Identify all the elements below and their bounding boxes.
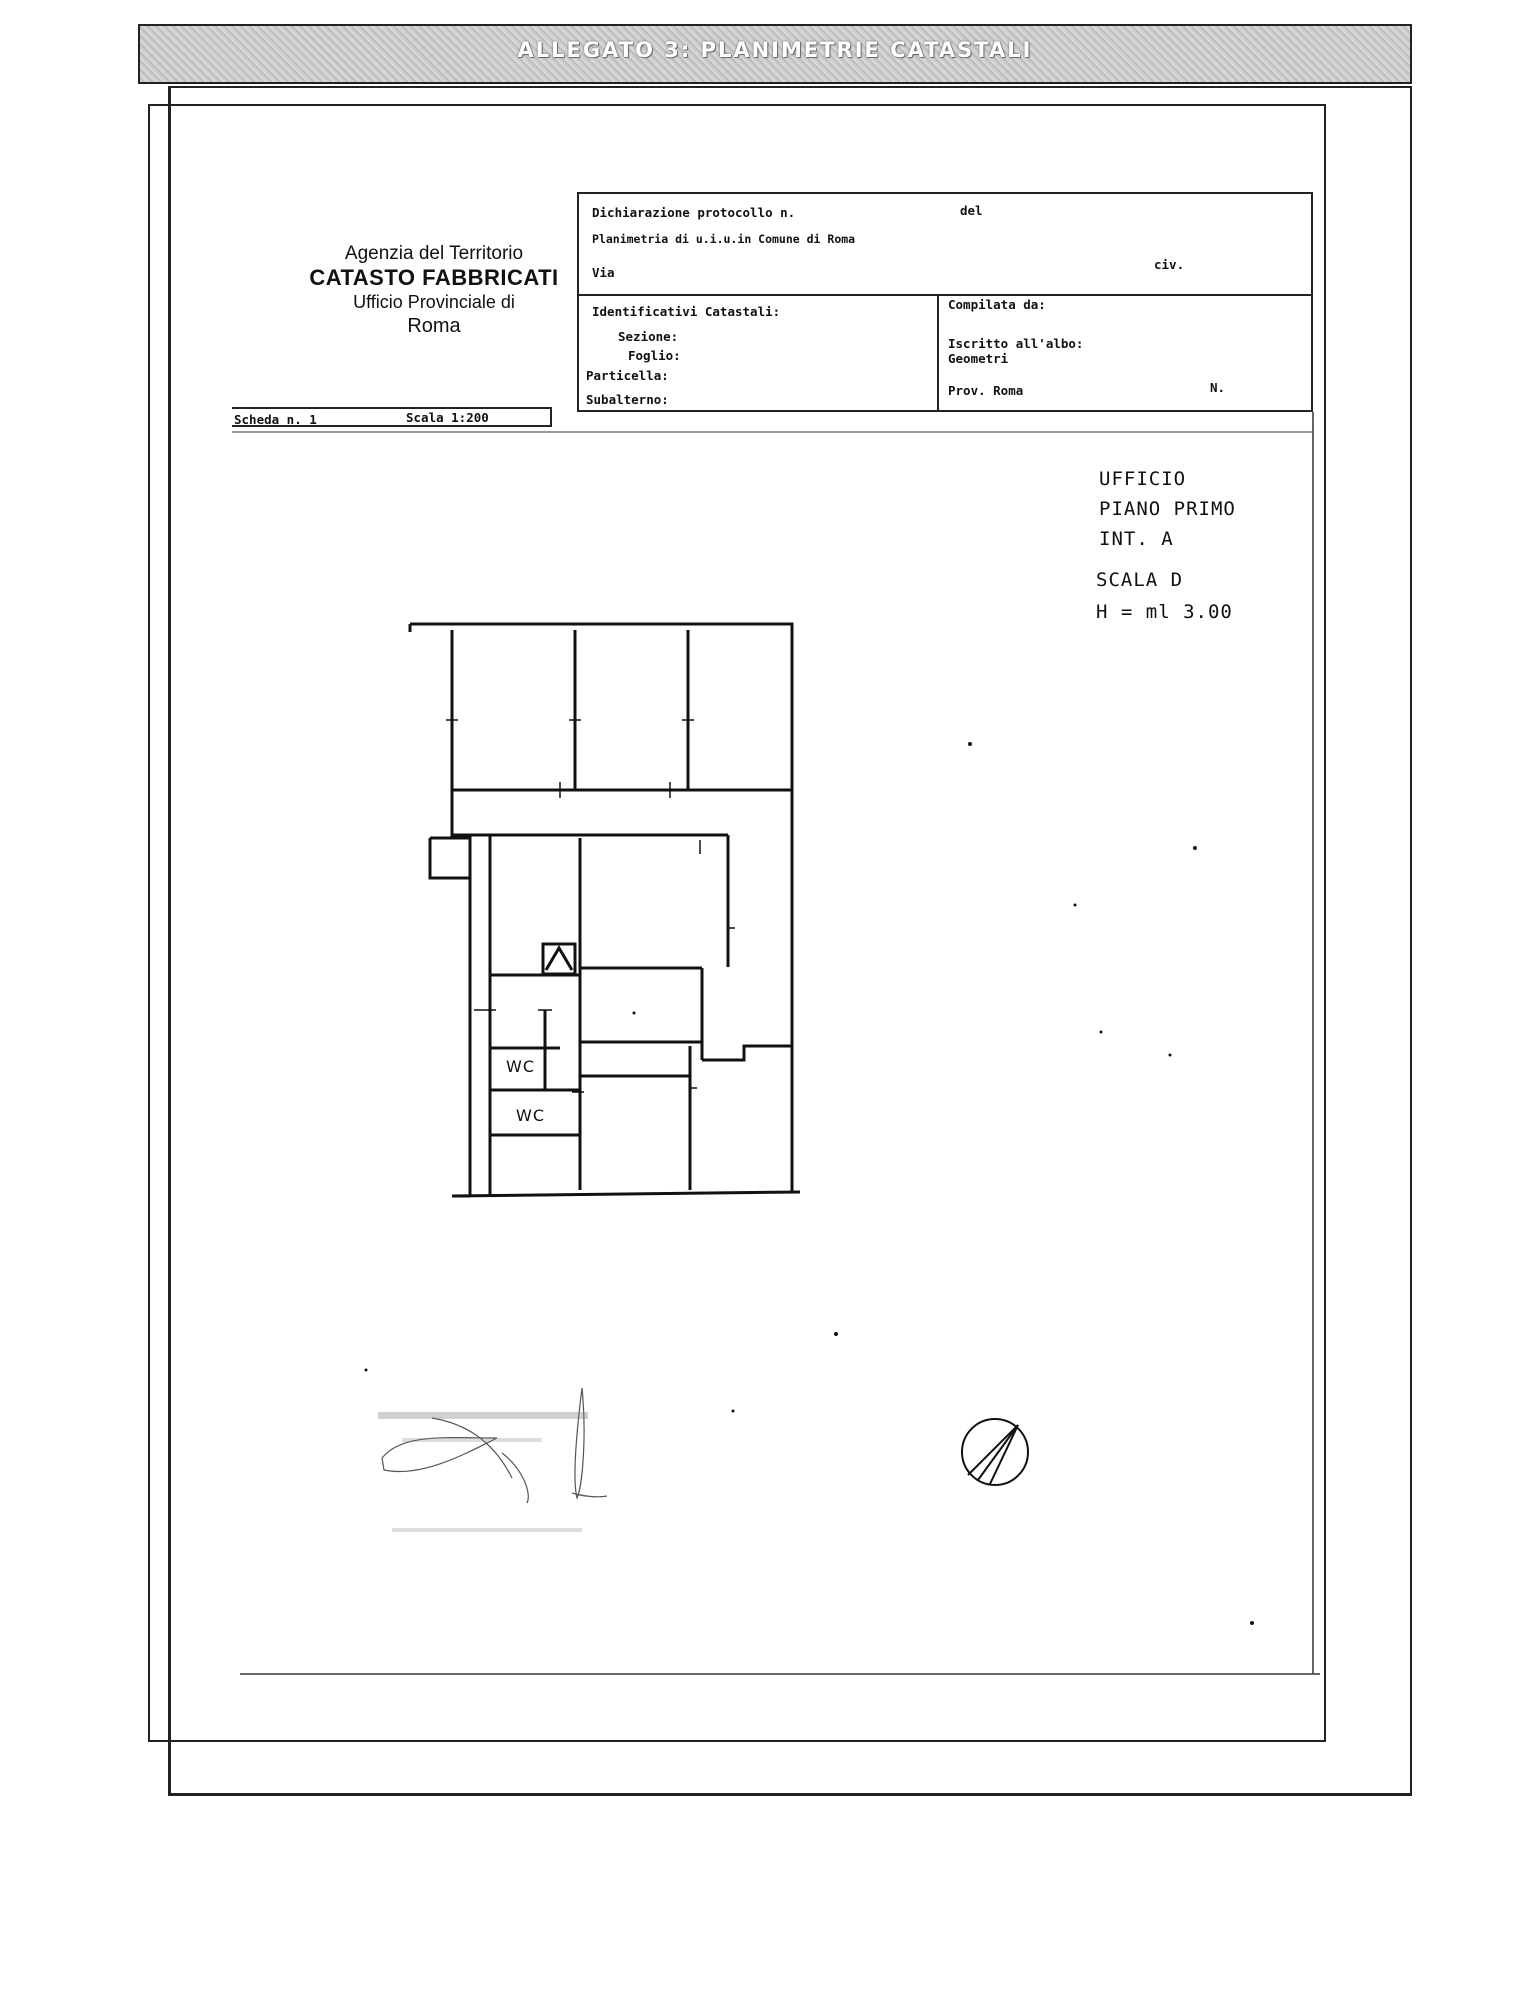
room-wc-2: WC	[516, 1106, 545, 1125]
note-scala: SCALA D	[1096, 569, 1184, 591]
del-label: del	[960, 203, 983, 218]
scala-label: Scala 1:200	[406, 410, 489, 425]
room-wc-1: WC	[506, 1057, 535, 1076]
n-label: N.	[1210, 380, 1226, 395]
civ-label: civ.	[1154, 257, 1185, 272]
protocol-label: Dichiarazione protocollo n.	[592, 205, 796, 220]
foglio-label: Foglio:	[628, 348, 681, 363]
note-int: INT. A	[1099, 528, 1174, 550]
prov-label: Prov. Roma	[948, 383, 1024, 398]
identificativi-label: Identificativi Catastali:	[592, 304, 781, 319]
sezione-label: Sezione:	[618, 329, 679, 344]
particella-label: Particella:	[586, 368, 669, 383]
city-label: Roma	[407, 314, 461, 337]
compilata-label: Compilata da:	[948, 297, 1046, 312]
agency-block	[266, 242, 602, 338]
geometri-label: Geometri	[948, 351, 1009, 366]
ufficio-label: Ufficio Provinciale di	[353, 292, 515, 312]
subalterno-label: Subalterno:	[586, 392, 669, 407]
signature-stamp	[372, 1378, 612, 1548]
note-piano: PIANO PRIMO	[1099, 498, 1236, 520]
iscritto-label: Iscritto all'albo:	[948, 336, 1084, 351]
via-label: Via	[592, 265, 615, 280]
planimetria-label: Planimetria di u.i.u.in Comune di Roma	[592, 232, 856, 246]
banner-title: ALLEGATO 3: PLANIMETRIE CATASTALI	[517, 38, 1033, 62]
agency-name: Agenzia del Territorio	[344, 243, 524, 264]
catasto-title: CATASTO FABBRICATI	[309, 265, 559, 291]
header-banner	[138, 24, 1412, 84]
scheda-label: Scheda n. 1	[234, 412, 317, 427]
note-altezza: H = ml 3.00	[1096, 601, 1233, 623]
note-ufficio: UFFICIO	[1099, 468, 1187, 490]
